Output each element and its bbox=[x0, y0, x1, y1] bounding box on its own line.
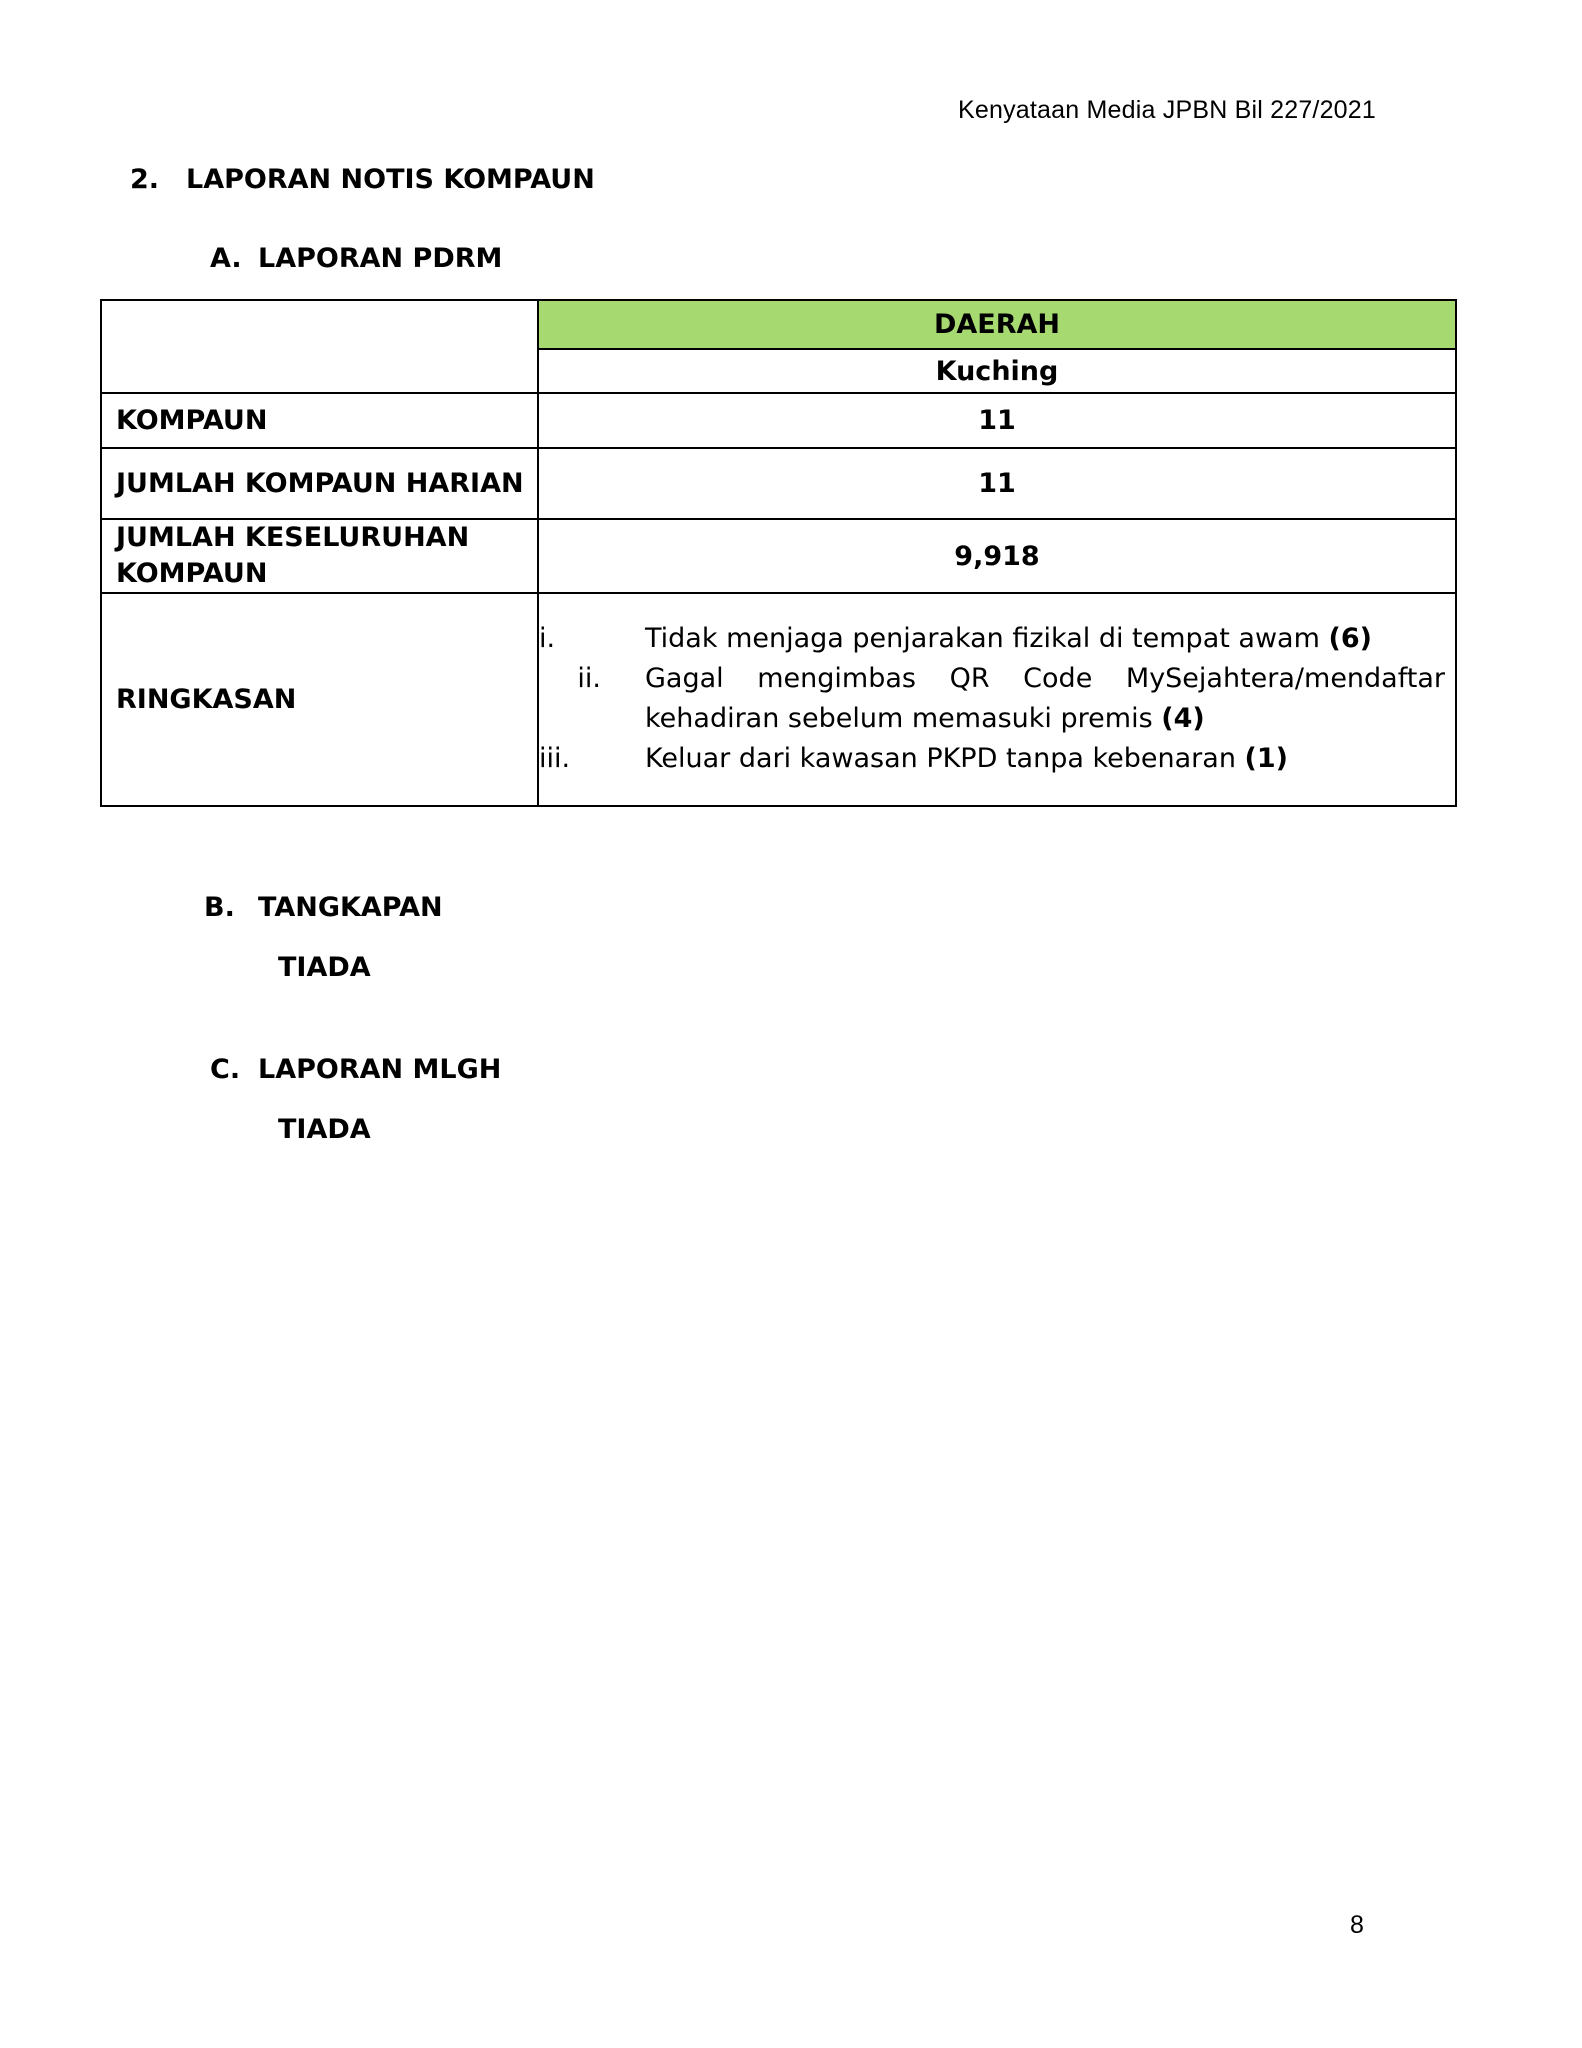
table-header-row bbox=[101, 300, 1456, 349]
summary-item-text: Tidak menjaga penjarakan fizikal di tempat awam bbox=[645, 622, 1320, 654]
media-statement-reference: Kenyataan Media JPBN Bil 227/2021 bbox=[958, 96, 1376, 124]
summary-item-count: (6) bbox=[1328, 622, 1372, 654]
district-header-cell: DAERAH bbox=[538, 300, 1456, 349]
section-title: LAPORAN NOTIS KOMPAUN bbox=[186, 164, 595, 195]
subsection-c-letter: C. bbox=[210, 1054, 241, 1085]
summary-cell bbox=[538, 593, 1456, 806]
summary-item-count: (4) bbox=[1161, 702, 1205, 734]
subsection-b-title: TANGKAPAN bbox=[258, 892, 443, 923]
row-value-kompaun: 11 bbox=[538, 393, 1456, 448]
summary-item-marker: i. bbox=[539, 622, 556, 654]
row-label-kompaun: KOMPAUN bbox=[101, 393, 538, 448]
summary-item bbox=[539, 619, 1445, 659]
row-value-overall-total: 9,918 bbox=[538, 519, 1456, 593]
table-row-kompaun bbox=[101, 393, 1456, 448]
table-row-summary bbox=[101, 593, 1456, 806]
subsection-c-title: LAPORAN MLGH bbox=[258, 1054, 502, 1085]
subsection-a-heading bbox=[210, 243, 502, 274]
summary-item-marker: iii. bbox=[539, 742, 571, 774]
summary-list bbox=[539, 619, 1445, 779]
subsection-a-letter: A. bbox=[210, 243, 242, 274]
row-label-daily-total: JUMLAH KOMPAUN HARIAN bbox=[101, 448, 538, 519]
row-label-summary: RINGKASAN bbox=[101, 593, 538, 806]
summary-item-text: Gagal mengimbas QR Code MySejahtera/mendaftar kehadiran sebelum memasuki premis bbox=[645, 662, 1445, 734]
row-label-overall-total bbox=[101, 519, 538, 593]
table-row-daily-total bbox=[101, 448, 1456, 519]
section-heading bbox=[130, 164, 595, 195]
summary-item-marker: ii. bbox=[577, 662, 601, 694]
section-number: 2. bbox=[130, 164, 160, 195]
subsection-c-heading bbox=[210, 1054, 501, 1085]
summary-item-count: (1) bbox=[1244, 742, 1288, 774]
row-label-overall-line1: JUMLAH KESELURUHAN bbox=[116, 522, 470, 553]
subsection-b-value: TIADA bbox=[278, 952, 371, 983]
row-value-daily-total: 11 bbox=[538, 448, 1456, 519]
subsection-b-letter: B. bbox=[204, 892, 235, 923]
summary-item-text: Keluar dari kawasan PKPD tanpa kebenaran bbox=[645, 742, 1236, 774]
pdrm-compound-table bbox=[100, 299, 1457, 807]
district-name-cell: Kuching bbox=[538, 349, 1456, 393]
subsection-a-title: LAPORAN PDRM bbox=[258, 243, 503, 274]
empty-corner-cell bbox=[101, 300, 538, 393]
row-label-overall-line2: KOMPAUN bbox=[116, 558, 268, 589]
subsection-c-value: TIADA bbox=[278, 1114, 371, 1145]
subsection-b-heading bbox=[204, 892, 443, 923]
page-number: 8 bbox=[1350, 1911, 1364, 1939]
table-row-overall-total bbox=[101, 519, 1456, 593]
summary-item bbox=[539, 739, 1445, 779]
summary-item bbox=[539, 659, 1445, 739]
